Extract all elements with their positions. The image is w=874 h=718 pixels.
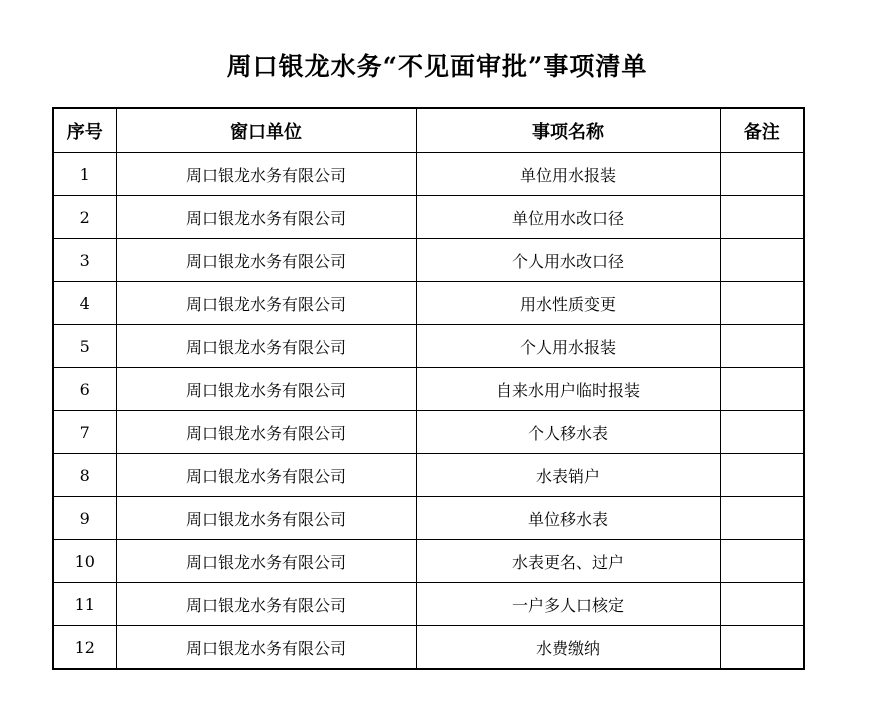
cell-window-unit: 周口银龙水务有限公司 [116,411,416,454]
cell-remarks [720,196,804,239]
header-remarks: 备注 [720,108,804,153]
cell-window-unit: 周口银龙水务有限公司 [116,282,416,325]
cell-item-name: 单位用水改口径 [416,196,720,239]
cell-window-unit: 周口银龙水务有限公司 [116,454,416,497]
cell-item-name: 个人移水表 [416,411,720,454]
table-row [53,325,804,368]
table-row [53,282,804,325]
table-row [53,497,804,540]
cell-window-unit: 周口银龙水务有限公司 [116,325,416,368]
cell-serial-number: 8 [53,454,116,497]
cell-serial-number: 7 [53,411,116,454]
cell-serial-number: 6 [53,368,116,411]
header-serial-number: 序号 [53,108,116,153]
cell-item-name: 个人用水报装 [416,325,720,368]
items-table [52,107,805,670]
header-item-name: 事项名称 [416,108,720,153]
table-row [53,626,804,670]
cell-remarks [720,497,804,540]
cell-remarks [720,540,804,583]
table-row [53,368,804,411]
cell-item-name: 个人用水改口径 [416,239,720,282]
cell-window-unit: 周口银龙水务有限公司 [116,497,416,540]
table-row [53,239,804,282]
cell-remarks [720,325,804,368]
cell-serial-number: 11 [53,583,116,626]
cell-window-unit: 周口银龙水务有限公司 [116,196,416,239]
table-row [53,454,804,497]
cell-window-unit: 周口银龙水务有限公司 [116,626,416,670]
cell-serial-number: 12 [53,626,116,670]
cell-item-name: 单位移水表 [416,497,720,540]
cell-remarks [720,454,804,497]
cell-window-unit: 周口银龙水务有限公司 [116,368,416,411]
cell-serial-number: 2 [53,196,116,239]
table-row [53,583,804,626]
cell-window-unit: 周口银龙水务有限公司 [116,583,416,626]
cell-remarks [720,282,804,325]
page-title: 周口银龙水务“不见面审批”事项清单 [226,52,648,81]
cell-serial-number: 5 [53,325,116,368]
cell-remarks [720,368,804,411]
header-window-unit: 窗口单位 [116,108,416,153]
cell-window-unit: 周口银龙水务有限公司 [116,540,416,583]
cell-remarks [720,626,804,670]
cell-remarks [720,411,804,454]
table-header-row [53,108,804,153]
cell-remarks [720,583,804,626]
cell-item-name: 用水性质变更 [416,282,720,325]
table-row [53,196,804,239]
cell-item-name: 水费缴纳 [416,626,720,670]
cell-serial-number: 10 [53,540,116,583]
cell-item-name: 水表更名、过户 [416,540,720,583]
cell-window-unit: 周口银龙水务有限公司 [116,153,416,196]
table-row [53,540,804,583]
cell-serial-number: 9 [53,497,116,540]
cell-remarks [720,153,804,196]
cell-item-name: 单位用水报装 [416,153,720,196]
cell-item-name: 水表销户 [416,454,720,497]
cell-window-unit: 周口银龙水务有限公司 [116,239,416,282]
cell-serial-number: 4 [53,282,116,325]
cell-item-name: 一户多人口核定 [416,583,720,626]
table-row [53,411,804,454]
table-row [53,153,804,196]
cell-serial-number: 3 [53,239,116,282]
cell-serial-number: 1 [53,153,116,196]
cell-remarks [720,239,804,282]
cell-item-name: 自来水用户临时报装 [416,368,720,411]
